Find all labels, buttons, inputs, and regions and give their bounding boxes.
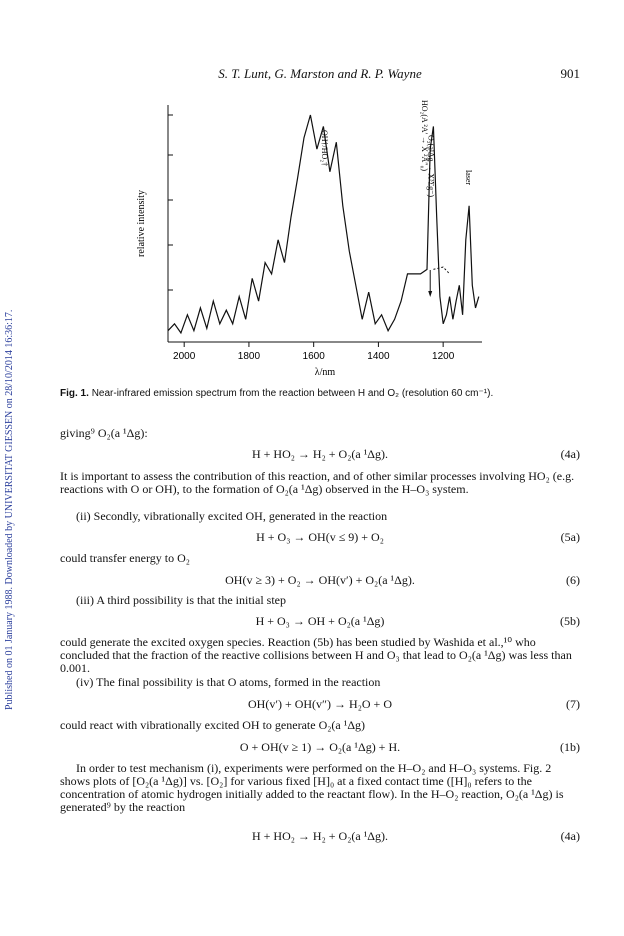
page-header (60, 66, 580, 86)
equation-formula: O + OH(v ≥ 1) → O₂(a ¹Δg) + H. (239, 740, 401, 754)
paragraph: (ii) Secondly, vibrationally excited OH, generated in the reaction (76, 509, 388, 523)
annotation-arrowhead (428, 291, 432, 297)
equation-number: (4a) (560, 447, 580, 461)
equation-number: (4a) (560, 829, 580, 843)
annotation-label: laser (463, 170, 473, 186)
equation-formula: H + HO₂ → H₂ + O₂(a ¹Δg). (251, 829, 389, 843)
equation-number: (6) (566, 573, 580, 587)
x-tick-label: 1800 (237, 351, 261, 362)
equation-5a (60, 530, 580, 544)
equation-6 (60, 573, 580, 587)
paragraph: It is important to assess the contribution of this reaction, and of other similar processes involving HO₂ (e.g. reactions with O or OH), to the formation of O₂(a ¹Δg) observed in the H–O₃ system. (60, 469, 575, 496)
equation-formula: H + HO₂ → H₂ + O₂(a ¹Δg). (251, 447, 389, 461)
equation-4a (60, 447, 580, 461)
x-tick-group (136, 190, 455, 378)
equation-formula: OH(v ≥ 3) + O₂ → OH(v′) + O₂(a ¹Δg). (225, 573, 415, 587)
equation-formula: H + O₃ → OH + O₂(a ¹Δg) (255, 614, 385, 628)
equation-number: (7) (566, 697, 580, 711)
paragraph: (iv) The final possibility is that O atoms, formed in the reaction (76, 675, 381, 689)
paragraph: could react with vibrationally excited OH to generate O₂(a ¹Δg) (60, 718, 366, 732)
paragraph: giving⁹ O₂(a ¹Δg): (60, 426, 148, 440)
annotation-label: OH†/HO₂† (319, 130, 329, 167)
x-tick-label: 2000 (173, 351, 196, 362)
y-axis-label: relative intensity (136, 190, 147, 257)
caption-text: Near-infrared emission spectrum from the reaction between H and O₂ (resolution 60 cm⁻¹). (91, 388, 494, 399)
caption-label: Fig. 1. (60, 388, 89, 399)
running-head-authors: S. T. Lunt, G. Marston and R. P. Wayne (218, 66, 422, 81)
annotation-dashed-baseline (433, 267, 449, 274)
x-tick-label: 1600 (302, 351, 325, 362)
paragraph: (iii) A third possibility is that the initial step (76, 593, 286, 607)
figure-1 (130, 95, 490, 395)
x-tick-label: 1400 (367, 351, 390, 362)
paragraph: In order to test mechanism (i), experiments were performed on the H–O₂ and H–O₃ systems. Fig. 2 shows plots of [O₂(a ¹Δg)] vs. [O₂] for various fixed [H]₀ at a fixed contact time ([H]₀ refers to the concentration of atomic hydrogen initially added to the reactant flow). In the H–O₂ reaction, O₂(a ¹Δg) is generated⁹ by the reaction (60, 761, 564, 814)
paragraph: could transfer energy to O₂ (60, 551, 190, 565)
download-watermark (4, 150, 16, 710)
download-watermark-text: Published on 01 January 1988. Downloaded by UNIVERSITAT GIESSEN on 28/10/2014 16:36:17. (4, 309, 15, 710)
equation-7 (60, 697, 580, 711)
equation-1b (60, 740, 580, 754)
annotation-label: O₂(a¹Δg → X³Σg⁻) (426, 135, 436, 198)
x-axis-label: λ/nm (314, 367, 336, 378)
page-number: 901 (560, 66, 580, 81)
equation-4a-repeat (60, 829, 580, 843)
equation-number: (5b) (560, 614, 580, 628)
equation-formula: H + O₃ → OH(v ≤ 9) + O₂ (256, 530, 384, 544)
paragraph: could generate the excited oxygen species. Reaction (5b) has been studied by Washida et al.,¹⁰ who concluded that the fraction of the reactive collisions between H and O₃ that lead to O₂(a ¹Δg) was less than 0.001. (60, 635, 572, 675)
equation-number: (1b) (560, 740, 580, 754)
equation-5b (60, 614, 580, 628)
x-tick-label: 1200 (432, 351, 455, 362)
annotation-label: HO₂(A ²A′ → X ²A″₀) (420, 100, 430, 172)
equation-formula: OH(v′) + OH(v″) → H₂O + O (248, 697, 392, 711)
annotation-group (320, 100, 473, 297)
emission-spectrum-chart (130, 95, 490, 395)
equation-number: (5a) (560, 530, 580, 544)
figure-caption (60, 388, 580, 399)
